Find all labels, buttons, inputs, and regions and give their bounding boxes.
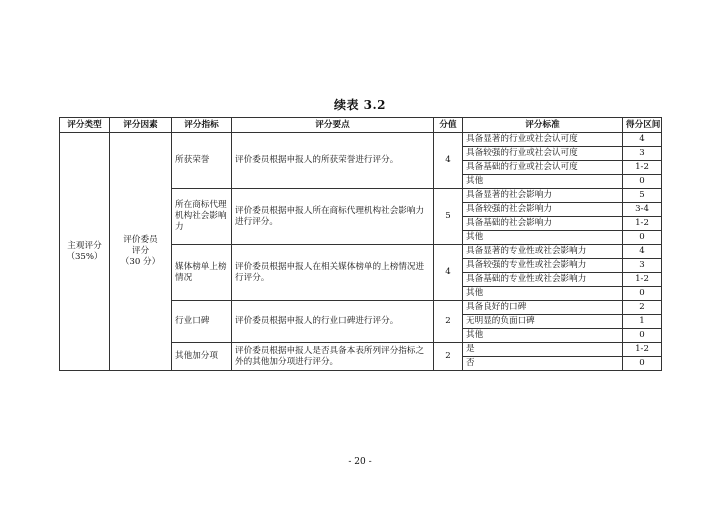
indicator-point: 评价委员根据申报人在相关媒体榜单的上榜情况进行评分。 (232, 245, 434, 301)
criterion-text: 其他 (463, 175, 623, 189)
criterion-range: 1-2 (623, 343, 662, 357)
header-cell: 评分因素 (110, 118, 172, 133)
indicator-point: 评价委员根据申报人是否具备本表所列评分指标之外的其他加分项进行评分。 (232, 343, 434, 371)
criterion-text: 具备良好的口碑 (463, 301, 623, 315)
scoring-table (59, 117, 662, 371)
criterion-text: 其他 (463, 231, 623, 245)
criterion-range: 4 (623, 245, 662, 259)
indicator-name: 行业口碑 (172, 301, 232, 343)
criterion-range: 1-2 (623, 217, 662, 231)
criterion-text: 具备较强的社会影响力 (463, 203, 623, 217)
type-label: 主观评分 (67, 240, 102, 251)
criterion-range: 1-2 (623, 161, 662, 175)
criterion-range: 4 (623, 133, 662, 147)
criterion-range: 1 (623, 315, 662, 329)
criterion-text: 具备基础的专业性或社会影响力 (463, 273, 623, 287)
criterion-text: 具备显著的专业性或社会影响力 (463, 245, 623, 259)
indicator-score: 2 (434, 343, 463, 371)
criterion-range: 0 (623, 329, 662, 343)
criterion-range: 0 (623, 287, 662, 301)
criterion-text: 无明显的负面口碑 (463, 315, 623, 329)
header-cell: 评分要点 (232, 118, 434, 133)
header-cell: 评分标准 (463, 118, 623, 133)
criterion-range: 5 (623, 189, 662, 203)
factor-line: 评分 (131, 246, 150, 256)
criterion-range: 0 (623, 231, 662, 245)
table-title: 续表 3.2 (333, 98, 387, 112)
criterion-text: 具备较强的行业或社会认可度 (463, 147, 623, 161)
criterion-text: 其他 (463, 329, 623, 343)
criterion-range: 0 (623, 175, 662, 189)
criterion-text: 具备显著的社会影响力 (463, 189, 623, 203)
header-cell: 评分指标 (172, 118, 232, 133)
type-percent: （35%） (66, 251, 103, 262)
page-number: - 20 - (348, 457, 372, 467)
criterion-range: 3-4 (623, 203, 662, 217)
factor-line: （30 分） (120, 257, 161, 267)
criterion-text: 其他 (463, 287, 623, 301)
indicator-score: 2 (434, 301, 463, 343)
type-cell (60, 133, 110, 371)
table-row (60, 133, 662, 147)
criterion-text: 具备基础的社会影响力 (463, 217, 623, 231)
indicator-score: 5 (434, 189, 463, 245)
criterion-range: 3 (623, 147, 662, 161)
indicator-name: 所在商标代理机构社会影响力 (172, 189, 232, 245)
indicator-score: 4 (434, 245, 463, 301)
header-row (60, 118, 662, 133)
factor-cell (110, 133, 172, 371)
criterion-text: 具备显著的行业或社会认可度 (463, 133, 623, 147)
criterion-range: 3 (623, 259, 662, 273)
indicator-point: 评价委员根据申报人的行业口碑进行评分。 (232, 301, 434, 343)
indicator-name: 媒体榜单上榜情况 (172, 245, 232, 301)
indicator-name: 其他加分项 (172, 343, 232, 371)
indicator-point: 评价委员根据申报人所在商标代理机构社会影响力进行评分。 (232, 189, 434, 245)
criterion-range: 1-2 (623, 273, 662, 287)
header-cell: 评分类型 (60, 118, 110, 133)
criterion-text: 是 (463, 343, 623, 357)
header-cell: 得分区间 (623, 118, 662, 133)
criterion-text: 具备较强的专业性或社会影响力 (463, 259, 623, 273)
criterion-range: 0 (623, 357, 662, 371)
indicator-score: 4 (434, 133, 463, 189)
criterion-text: 具备基础的行业或社会认可度 (463, 161, 623, 175)
factor-line: 评价委员 (123, 235, 158, 245)
header-cell: 分值 (434, 118, 463, 133)
criterion-range: 2 (623, 301, 662, 315)
indicator-point: 评价委员根据申报人的所获荣誉进行评分。 (232, 133, 434, 189)
indicator-name: 所获荣誉 (172, 133, 232, 189)
criterion-text: 否 (463, 357, 623, 371)
